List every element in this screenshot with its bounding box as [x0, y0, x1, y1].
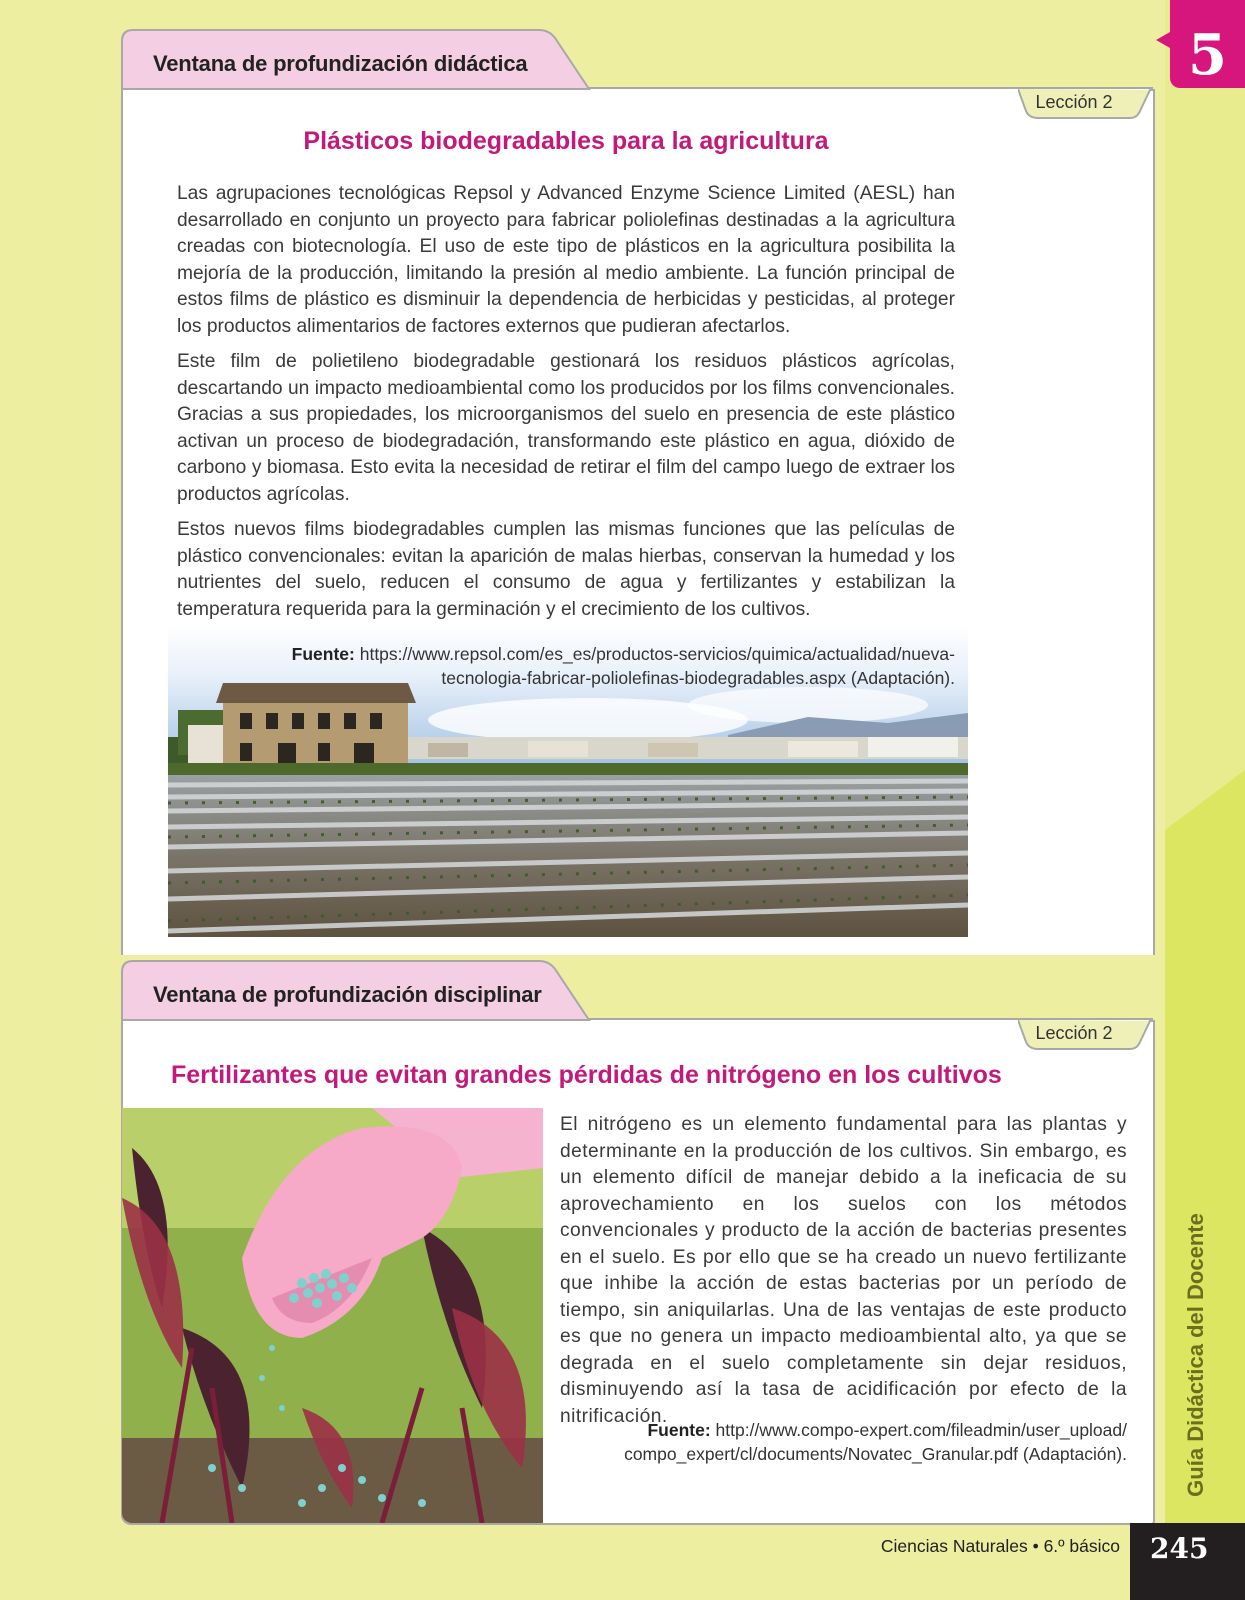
article-title: Plásticos biodegradables para la agricultura — [303, 127, 829, 155]
source-label: Fuente: — [647, 1420, 711, 1440]
disciplinary-window-tab — [121, 960, 1153, 1020]
didactic-window-tab — [121, 29, 1153, 89]
fertilizer-illustration — [122, 1108, 543, 1523]
lesson-label: Lección 2 — [1035, 1023, 1113, 1043]
side-title-text: Guía Didáctica del Docente — [1183, 1213, 1208, 1497]
article-body — [560, 1112, 1127, 1439]
window-label: Ventana de profundización didáctica — [153, 51, 528, 76]
source-line: compo_expert/cl/documents/Novatec_Granular.pdf (Adaptación). — [624, 1444, 1127, 1464]
lesson-badge — [1018, 89, 1154, 119]
window-label: Ventana de profundización disciplinar — [153, 982, 542, 1007]
chapter-number-tab: 5 — [1170, 0, 1245, 88]
side-title — [1168, 1213, 1224, 1497]
paragraph: El nitrógeno es un elemento fundamental para las plantas y determinante en la producción de los cultivos. Sin embargo, es un elemento difícil de manejar debido a la ineficacia de su aprovechamiento en los suelos con los métodos convencionales y producto de la acción de bacterias presentes en el suelo. Es por ello que se ha creado un nuevo fertilizante que inhibe la acción de estas bacterias por un período de tiempo, sin aniquilarlas. Una de las ventajas de este producto es que no genera un impacto medioambiental alto, ya que se degrada en el suelo completamente sin dejar residuos, disminuyendo así la tasa de acidificación por efecto de la nitrificación. — [560, 1114, 1127, 1427]
article-body — [177, 181, 955, 632]
article-title: Fertilizantes que evitan grandes pérdidas de nitrógeno en los cultivos — [171, 1061, 1002, 1089]
source-citation — [180, 642, 955, 690]
source-line — [560, 1418, 1127, 1442]
source-line: tecnologia-fabricar-poliolefinas-biodegradables.aspx (Adaptación). — [441, 668, 955, 688]
fertilizer-hand-photo — [122, 1108, 543, 1523]
source-label: Fuente: — [291, 644, 355, 664]
source-url: http://www.compo-expert.com/fileadmin/user_upload/ — [715, 1420, 1127, 1440]
paragraph: Las agrupaciones tecnológicas Repsol y Advanced Enzyme Science Limited (AESL) han desarrollado en conjunto un proyecto para fabricar poliolefinas destinadas a la agricultura creadas con biotecnología. El uso de este tipo de plásticos en la agricultura posibilita la mejoría de la producción, limitando la presión al medio ambiente. La función principal de estos films de plástico es disminuir la dependencia de herbicidas y pesticidas, al proteger los productos alimentarios de factores externos que pudieran afectarlos. — [177, 183, 955, 337]
page-number: 245 — [1130, 1523, 1245, 1600]
source-url: https://www.repsol.com/es_es/productos-servicios/quimica/actualidad/nueva- — [359, 644, 955, 664]
source-citation — [560, 1418, 1127, 1466]
paragraph: Este film de polietileno biodegradable gestionará los residuos plásticos agrícolas, descartando un impacto medioambiental como los producidos por los films convencionales. Gracias a sus propiedades, los microorganismos del suelo en presencia de este plástico activan un proceso de biodegradación, transformando este plástico en agua, dióxido de carbono y biomasa. Esto evita la necesidad de retirar el film del campo luego de extraer los productos agrícolas. — [177, 351, 955, 505]
lesson-label: Lección 2 — [1035, 92, 1113, 112]
source-line — [180, 642, 955, 666]
lesson-badge — [1018, 1020, 1154, 1050]
footer-subject: Ciencias Naturales • 6.º básico — [880, 1536, 1120, 1556]
paragraph: Estos nuevos films biodegradables cumplen las mismas funciones que las películas de plástico convencionales: evitan la aparición de malas hierbas, conservan la humedad y los nutrientes del suelo, reducen el consumo de agua y fertilizantes y estabilizan la temperatura requerida para la germinación y el crecimiento de los cultivos. — [177, 519, 955, 620]
